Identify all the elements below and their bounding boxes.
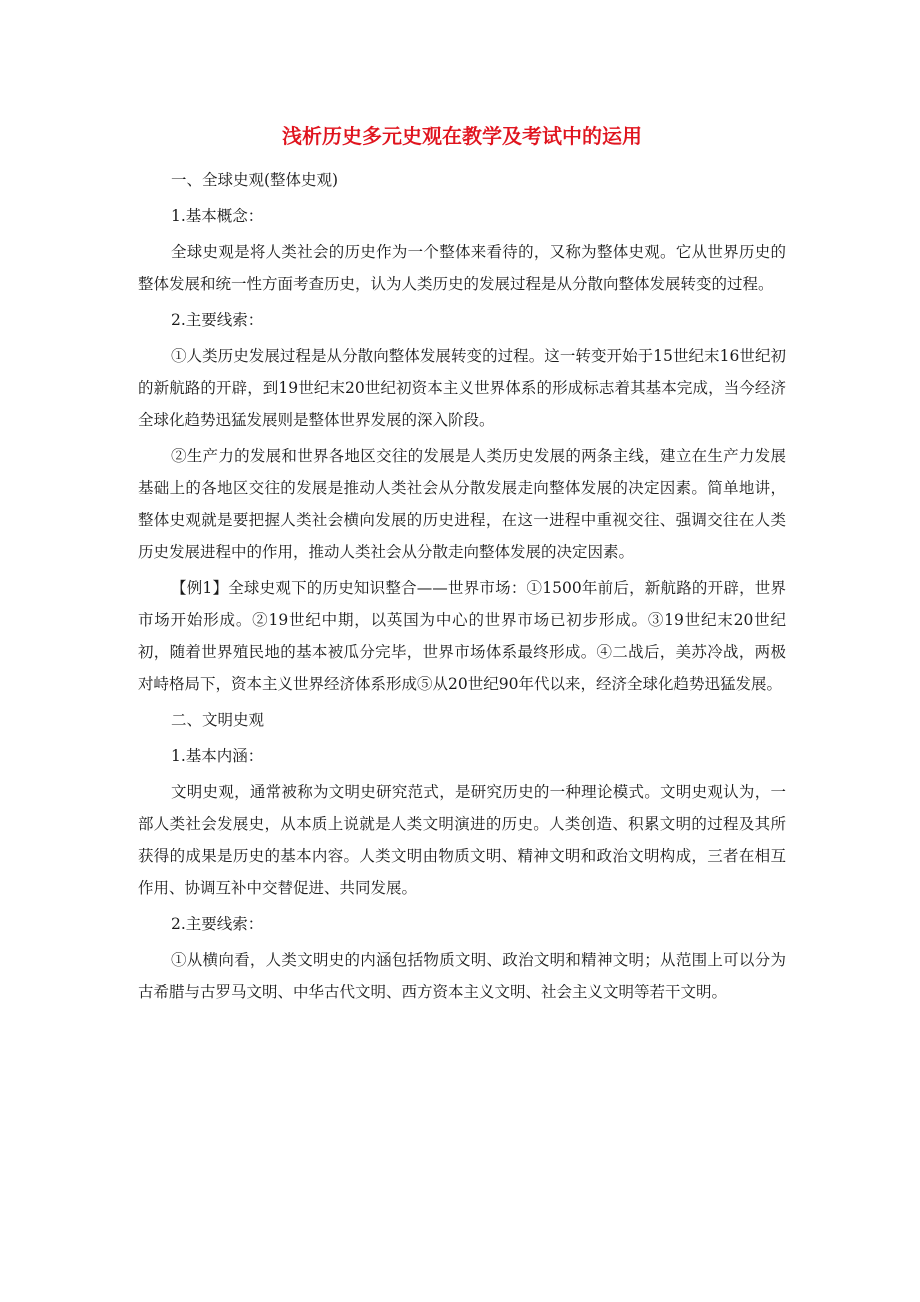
section-heading-global-view: 一、全球史观(整体史观): [171, 171, 339, 189]
document-title: 浅析历史多元史观在教学及考试中的运用: [282, 124, 642, 148]
section-heading-civilization-view: 二、文明史观: [171, 711, 265, 729]
paragraph-civilization-clue-1: ①从横向看，人类文明史的内涵包括物质文明、政治文明和精神文明；从范围上可以分为古希腊与古罗马文明、中华古代文明、西方资本主义文明、社会主义文明等若干文明。: [138, 951, 786, 1001]
paragraph-global-view-definition: 全球史观是将人类社会的历史作为一个整体来看待的，又称为整体史观。它从世界历史的整体发展和统一性方面考查历史，认为人类历史的发展过程是从分散向整体发展转变的过程。: [138, 243, 786, 293]
subheading-main-clues: 2.主要线索：: [171, 311, 264, 329]
document-page: [138, 122, 786, 1012]
paragraph-clue-2: ②生产力的发展和世界各地区交往的发展是人类历史发展的两条主线，建立在生产力发展基础上的各地区交往的发展是推动人类社会从分散发展走向整体发展的决定因素。简单地讲，整体史观就是要把握人类社会横向发展的历史进程，在这一进程中重视交往、强调交往在人类历史发展进程中的作用，推动人类社会从分散走向整体发展的决定因素。: [138, 447, 786, 561]
subheading-basic-concept: 1.基本概念：: [171, 207, 264, 225]
paragraph-example-1: 【例1】全球史观下的历史知识整合——世界市场：①1500年前后，新航路的开辟，世界市场开始形成。②19世纪中期，以英国为中心的世界市场已初步形成。③19世纪末20世纪初，随着世界殖民地的基本被瓜分完毕，世界市场体系最终形成。④二战后，美苏冷战，两极对峙格局下，资本主义世界经济体系形成⑤从20世纪90年代以来，经济全球化趋势迅猛发展。: [138, 579, 786, 693]
subheading-basic-meaning: 1.基本内涵：: [171, 747, 264, 765]
subheading-main-clues-2: 2.主要线索：: [171, 915, 264, 933]
paragraph-civilization-definition: 文明史观，通常被称为文明史研究范式，是研究历史的一种理论模式。文明史观认为，一部人类社会发展史，从本质上说就是人类文明演进的历史。人类创造、积累文明的过程及其所获得的成果是历史的基本内容。人类文明由物质文明、精神文明和政治文明构成，三者在相互作用、协调互补中交替促进、共同发展。: [138, 783, 786, 897]
paragraph-clue-1: ①人类历史发展过程是从分散向整体发展转变的过程。这一转变开始于15世纪末16世纪初的新航路的开辟，到19世纪末20世纪初资本主义世界体系的形成标志着其基本完成，当今经济全球化趋势迅猛发展则是整体世界发展的深入阶段。: [138, 347, 786, 429]
